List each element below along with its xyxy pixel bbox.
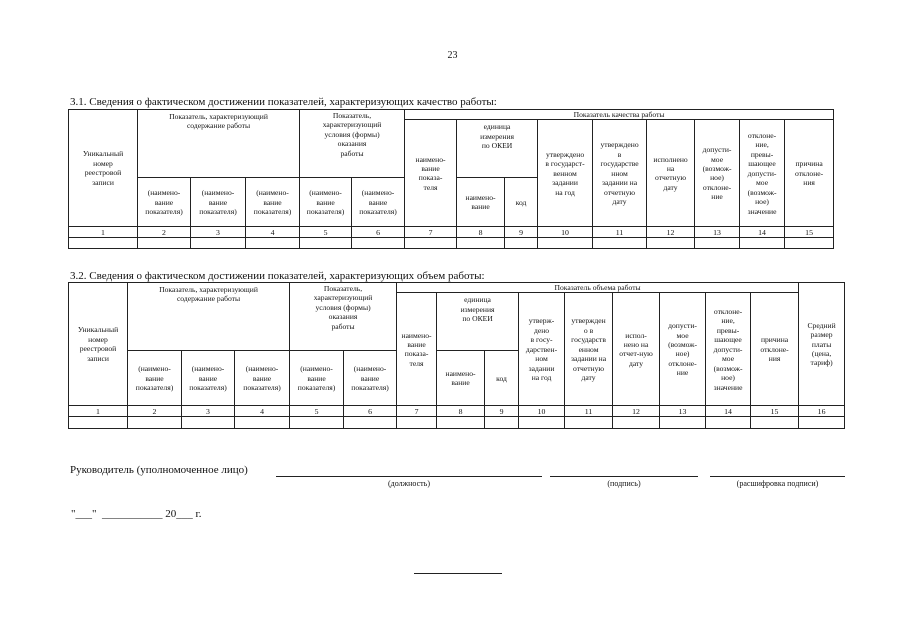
header-conditions-indicator: Показатель, характеризующий условия (формы) оказания работы bbox=[300, 110, 405, 178]
column-number: 14 bbox=[706, 406, 751, 417]
column-number: 12 bbox=[647, 227, 695, 238]
sub-indicator-name: (наимено- вание показателя) bbox=[182, 351, 235, 406]
header-exceeding-deviation: отклоне- ние, превы- шающее допусти- мое (возмож- ное) значение bbox=[706, 293, 751, 406]
column-number: 4 bbox=[235, 406, 290, 417]
column-number: 14 bbox=[740, 227, 785, 238]
column-number: 2 bbox=[128, 406, 182, 417]
header-conditions-indicator: Показатель, характеризующий условия (формы) оказания работы bbox=[290, 283, 397, 351]
sub-indicator-name: (наимено- вание показателя) bbox=[191, 178, 246, 227]
column-number: 15 bbox=[785, 227, 834, 238]
column-number: 1 bbox=[69, 227, 138, 238]
decoding-line bbox=[710, 476, 845, 477]
header-approved-date: утверждено в государстве нном задании на отчетную дату bbox=[593, 120, 647, 227]
sub-indicator-name: (наимено- вание показателя) bbox=[300, 178, 352, 227]
position-caption: (должность) bbox=[388, 479, 430, 488]
sub-indicator-name: (наимено- вание показателя) bbox=[352, 178, 405, 227]
quality-indicators-table bbox=[68, 109, 834, 249]
header-allowed-deviation: допусти- мое (возмож- ное) отклоне- ние bbox=[695, 120, 740, 227]
column-number: 15 bbox=[751, 406, 799, 417]
header-okei-unit: единица измерения по ОКЕИ bbox=[457, 120, 538, 178]
header-average-fee: Средний размер платы (цена, тариф) bbox=[799, 283, 845, 406]
header-approved-year: утверждено в государст- венном задании на год bbox=[538, 120, 593, 227]
sub-indicator-name: (наимено- вание показателя) bbox=[344, 351, 397, 406]
page-number: 23 bbox=[447, 50, 458, 61]
column-number: 9 bbox=[485, 406, 519, 417]
header-registry-number: Уникальный номер реестровой записи bbox=[69, 110, 138, 227]
header-deviation-reason: причина отклоне- ния bbox=[785, 120, 834, 227]
column-number: 13 bbox=[695, 227, 740, 238]
header-approved-date: утвержден о в государств енном задании на отчетную дату bbox=[565, 293, 613, 406]
table-row bbox=[69, 417, 845, 429]
column-number: 8 bbox=[457, 227, 505, 238]
sub-indicator-name: (наимено- вание показателя) bbox=[138, 178, 191, 227]
sub-unit-name: наимено- вание bbox=[457, 178, 505, 227]
signature-caption: (подпись) bbox=[607, 479, 641, 488]
header-executed: испол- нено на отчет-ную дату bbox=[613, 293, 660, 406]
column-number: 10 bbox=[519, 406, 565, 417]
header-allowed-deviation: допусти- мое (возмож- ное) отклоне- ние bbox=[660, 293, 706, 406]
header-approved-year: утверж- дено в госу- дарствен- ном задании на год bbox=[519, 293, 565, 406]
header-quality-group: Показатель качества работы bbox=[405, 110, 834, 120]
sub-indicator-name: (наимено- вание показателя) bbox=[128, 351, 182, 406]
footnote-separator bbox=[414, 573, 502, 574]
column-number: 5 bbox=[290, 406, 344, 417]
column-number: 2 bbox=[138, 227, 191, 238]
decoding-caption: (расшифровка подписи) bbox=[736, 479, 819, 488]
header-indicator-name: наимено- вание показа- теля bbox=[405, 120, 457, 227]
column-number: 3 bbox=[191, 227, 246, 238]
position-line bbox=[276, 476, 542, 477]
column-number: 4 bbox=[246, 227, 300, 238]
column-number: 7 bbox=[397, 406, 437, 417]
column-number: 11 bbox=[565, 406, 613, 417]
header-deviation-reason: причина отклоне- ния bbox=[751, 293, 799, 406]
header-indicator-name: наимено- вание показа- теля bbox=[397, 293, 437, 406]
sub-unit-code: код bbox=[485, 351, 519, 406]
volume-indicators-table bbox=[68, 282, 845, 429]
header-content-indicator: Показатель, характеризующий содержание работы bbox=[128, 283, 290, 351]
signature-label: Руководитель (уполномоченное лицо) bbox=[70, 464, 248, 476]
sub-indicator-name: (наимено- вание показателя) bbox=[290, 351, 344, 406]
header-registry-number: Уникальный номер реестровой записи bbox=[69, 283, 128, 406]
column-number: 6 bbox=[352, 227, 405, 238]
column-number: 1 bbox=[69, 406, 128, 417]
column-number: 12 bbox=[613, 406, 660, 417]
column-number: 8 bbox=[437, 406, 485, 417]
column-number: 7 bbox=[405, 227, 457, 238]
column-number: 13 bbox=[660, 406, 706, 417]
header-content-indicator: Показатель, характеризующий содержание работы bbox=[138, 110, 300, 178]
section-title-volume: 3.2. Сведения о фактическом достижении показателей, характеризующих объем работы: bbox=[70, 270, 485, 282]
sub-indicator-name: (наимено- вание показателя) bbox=[235, 351, 290, 406]
table-row bbox=[69, 238, 834, 249]
date-line: "___" ___________ 20___ г. bbox=[71, 508, 202, 520]
signature-line bbox=[550, 476, 698, 477]
header-exceeding-deviation: отклоне- ние, превы- шающее допусти- мое (возмож- ное) значение bbox=[740, 120, 785, 227]
column-number: 9 bbox=[505, 227, 538, 238]
header-okei-unit: единица измерения по ОКЕИ bbox=[437, 293, 519, 351]
header-executed: исполнено на отчетную дату bbox=[647, 120, 695, 227]
column-number: 5 bbox=[300, 227, 352, 238]
column-number: 3 bbox=[182, 406, 235, 417]
sub-unit-code: код bbox=[505, 178, 538, 227]
column-number: 10 bbox=[538, 227, 593, 238]
sub-unit-name: наимено- вание bbox=[437, 351, 485, 406]
header-volume-group: Показатель объема работы bbox=[397, 283, 799, 293]
sub-indicator-name: (наимено- вание показателя) bbox=[246, 178, 300, 227]
section-title-quality: 3.1. Сведения о фактическом достижении показателей, характеризующих качество работы: bbox=[70, 96, 497, 108]
column-number: 11 bbox=[593, 227, 647, 238]
column-number: 16 bbox=[799, 406, 845, 417]
column-number: 6 bbox=[344, 406, 397, 417]
